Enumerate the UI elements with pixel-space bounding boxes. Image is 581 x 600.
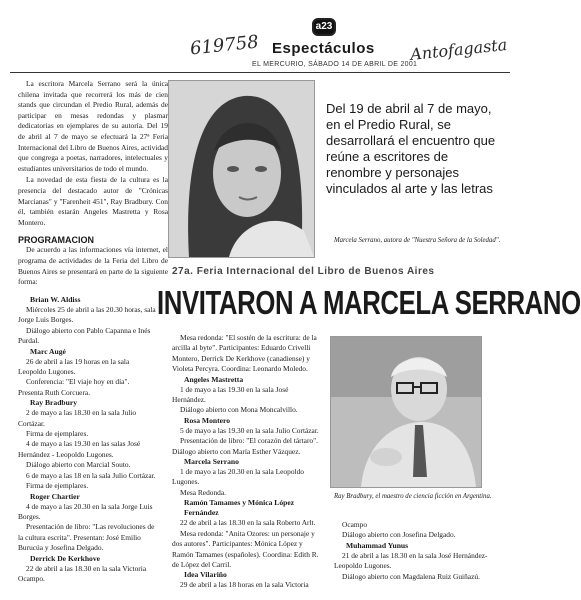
schedule-detail: Diálogo abierto con Marcial Souto. bbox=[26, 460, 131, 470]
schedule-detail: Presentación de libro: "Las revoluciones de la cultura escrita". Presentan: José Emilio Burucúa y Josefina Delgado. bbox=[18, 522, 155, 553]
intro-paragraph-1: La escritora Marcela Serrano será la única chilena invitada que recorrerá los más de cien stands que circundan el Predio Rural, además de participar en mesas redondas y plasmar dedicatorias en ejemplares de su autoría. Del 19 de abril al 7 de mayo se efectuará la 27ª Feria Internacional del Libro de Buenos Aires, actividad que congrega a poetas, narradores, intelectuales y estudiantes universitarios de todo el mundo. bbox=[18, 79, 168, 173]
programacion-heading: PROGRAMACION bbox=[18, 235, 94, 246]
schedule-detail: 5 de mayo a las 19.30 en la sala Julio Cortázar. bbox=[180, 425, 319, 435]
photo1-caption: Marcela Serrano, autora de "Nuestra Señora de la Soledad". bbox=[334, 237, 501, 244]
schedule-detail: Diálogo abierto con Magdalena Ruiz Guiñazú. bbox=[342, 571, 480, 581]
schedule-column-2 bbox=[172, 333, 324, 591]
lead-text: Del 19 de abril al 7 de mayo, en el Predio Rural, se desarrollará el encuentro que reúne a escritores de renombre y personajes vinculados al arte y las letras bbox=[326, 101, 496, 196]
schedule-detail: Mesa Redonda. bbox=[180, 487, 226, 497]
schedule-author-name: Ramón Tamames y Mónica López Fernández bbox=[184, 498, 295, 518]
schedule-entry bbox=[172, 375, 324, 416]
intro-article bbox=[18, 79, 168, 288]
schedule-detail: 26 de abril a las 19 horas en la sala Leopoldo Lugones. bbox=[18, 356, 130, 377]
photo2-caption: Ray Bradbury, el maestro de ciencia ficción en Argentina. bbox=[334, 493, 492, 500]
schedule-entry bbox=[172, 498, 324, 570]
handwritten-number: 619758 bbox=[189, 31, 260, 60]
headline: INVITARON A MARCELA SERRANO bbox=[157, 284, 581, 321]
schedule-detail: Presentación de libro: "El corazón del tártaro". Diálogo abierto con María Esther Vázquez. bbox=[172, 436, 318, 456]
kicker: 27a. Feria Internacional del Libro de Buenos Aires bbox=[172, 266, 435, 277]
schedule-detail: 22 de abril a las 18.30 en la sala Victoria Ocampo. bbox=[18, 563, 147, 583]
schedule-detail: Firma de ejemplares. bbox=[26, 429, 89, 439]
schedule-detail: 2 de mayo a las 18.30 en la sala Julio Cortázar. bbox=[18, 408, 137, 428]
schedule-column-3 bbox=[334, 520, 504, 582]
schedule-detail: Miércoles 25 de abril a las 20.30 horas, sala Jorge Luis Borges. bbox=[18, 305, 156, 325]
schedule-detail: 1 de mayo a las 20.30 en la sala Leopoldo Lugones. bbox=[172, 467, 304, 487]
portrait-man-image bbox=[331, 337, 481, 487]
schedule-author-name: Brian W. Aldiss bbox=[30, 295, 81, 304]
handwritten-place: Antofagasta bbox=[409, 34, 509, 65]
schedule-detail: 22 de abril a las 18.30 en la sala Roberto Arlt. bbox=[180, 518, 316, 528]
schedule-detail: Diálogo abierto con Mona Moncalvillo. bbox=[180, 405, 298, 415]
schedule-entry bbox=[172, 416, 324, 457]
schedule-entry bbox=[18, 295, 156, 347]
schedule-entry bbox=[18, 554, 156, 585]
schedule-entry bbox=[18, 347, 156, 399]
portrait-woman-image bbox=[169, 81, 314, 257]
page-badge: a23 bbox=[312, 18, 336, 36]
schedule-author-name: Angeles Mastretta bbox=[184, 374, 244, 384]
schedule-detail: Firma de ejemplares. bbox=[26, 481, 89, 491]
schedule-entry bbox=[334, 520, 504, 541]
programacion-intro: De acuerdo a las informaciones vía internet, el programa de actividades de la Feria del Libro de Buenos Aires se presentará en parte de la siguiente forma: bbox=[18, 245, 168, 287]
schedule-author-name: Roger Chartier bbox=[30, 491, 80, 501]
schedule-author-name: Marc Augé bbox=[30, 346, 66, 356]
schedule-entry bbox=[172, 570, 324, 590]
schedule-author-name: Derrick De Kerkhove bbox=[30, 553, 101, 563]
schedule-entry bbox=[172, 457, 324, 498]
schedule-entry bbox=[18, 492, 156, 554]
schedule-detail: Diálogo abierto con Pablo Capanna e Inés Purdal. bbox=[18, 325, 151, 346]
schedule-detail: 29 de abril a las 18 horas en la sala Victoria bbox=[180, 580, 309, 590]
schedule-column-1 bbox=[18, 295, 156, 584]
schedule-detail: 21 de abril a las 18.30 en la sala José Hernández-Leopoldo Lugones. bbox=[334, 550, 488, 571]
schedule-entry bbox=[172, 333, 324, 375]
schedule-detail: Mesa redonda: "Anita Ozores: un personaje y dos autores". Participantes: Mónica López y Ramón Tamames (españoles). Coordina: Edith R. de López del Carril. bbox=[172, 528, 319, 569]
schedule-entry bbox=[334, 541, 504, 582]
schedule-detail: 4 de mayo a las 19.30 en las salas José Hernández - Leopoldo Lugones. bbox=[18, 439, 141, 459]
schedule-detail: 6 de mayo a las 18 en la sala Julio Cortázar. bbox=[26, 470, 156, 480]
top-rule bbox=[10, 72, 510, 73]
schedule-author-name: Ray Bradbury bbox=[30, 398, 78, 408]
schedule-author-name: Muhammad Yunus bbox=[346, 540, 409, 550]
schedule-detail: Conferencia: "El viaje hoy en día". Presenta Ruth Corcuera. bbox=[18, 377, 130, 397]
schedule-author-name: Marcela Serrano bbox=[184, 457, 239, 467]
marcela-serrano-photo bbox=[168, 80, 315, 258]
schedule-detail: Mesa redonda: "El sostén de la escritura: de la arcilla al byte". Participantes: Eduardo Crivelli Montero, Derrick De Kerkhove (canadiense) y Violeta Percyra. Coordina: Leonardo Moledo. bbox=[172, 333, 317, 374]
schedule-detail: 1 de mayo a las 19.30 en la sala José Hernández. bbox=[172, 384, 289, 405]
dateline: EL MERCURIO, SÁBADO 14 DE ABRIL DE 2001 bbox=[252, 61, 418, 68]
section-title: Espectáculos bbox=[272, 40, 375, 57]
schedule-entry bbox=[18, 398, 156, 491]
schedule-author-name: Idea Vilariño bbox=[184, 570, 227, 580]
schedule-detail: Ocampo bbox=[342, 520, 368, 529]
intro-paragraph-2: La novedad de esta fiesta de la cultura es la presencia del destacado autor de "Crónicas Marcianas" y "Farenheit 451", Ray Bradbury. Con él, también estarán Angeles Mastretta y Rosa Montero. bbox=[18, 175, 168, 227]
schedule-detail: 4 de mayo a las 20.30 en la sala Jorge Luis Borges. bbox=[18, 501, 153, 521]
schedule-author-name: Rosa Montero bbox=[184, 415, 231, 425]
ray-bradbury-photo bbox=[330, 336, 482, 488]
schedule-detail: Diálogo abierto con Josefina Delgado. bbox=[342, 530, 456, 540]
